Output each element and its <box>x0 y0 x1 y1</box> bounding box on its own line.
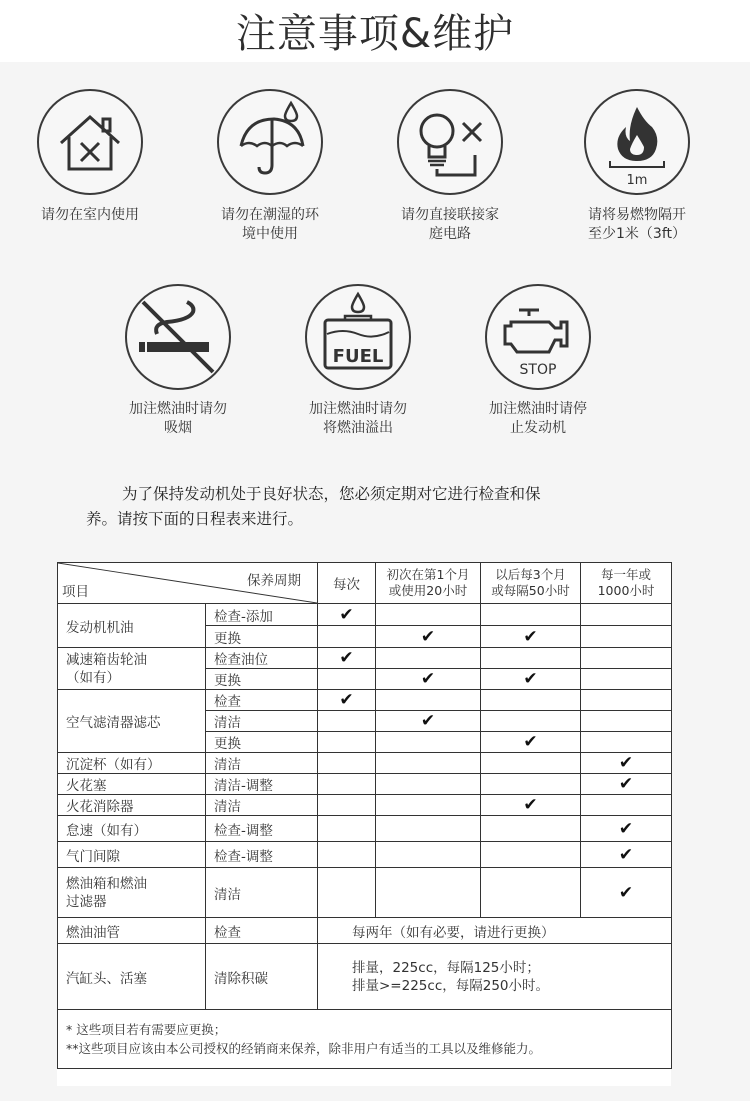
item-valve-clearance: 气门间隙 <box>58 842 206 868</box>
footnotes <box>58 1010 672 1069</box>
check-mark: ✔ <box>376 669 481 690</box>
table-header-row <box>58 563 672 604</box>
table-row <box>58 648 672 669</box>
engine-stop-icon <box>485 284 591 390</box>
check-mark: ✔ <box>581 842 672 868</box>
item-sediment-cup: 沉淀杯（如有） <box>58 753 206 774</box>
action-check-adjust: 检查-调整 <box>206 842 318 868</box>
table-row <box>58 868 672 918</box>
caption-electric: 请勿直接联接家 庭电路 <box>401 207 499 242</box>
col-each-time: 每次 <box>318 563 376 604</box>
table-row <box>58 918 672 944</box>
no-smoking-icon <box>125 284 231 390</box>
action-replace: 更换 <box>206 669 318 690</box>
footnote-1: * 这些项目若有需要应更换； <box>66 1022 227 1037</box>
fuel-line-note: 每两年（如有必要，请进行更换） <box>318 918 672 944</box>
intro-line-1: 为了保持发动机处于良好状态，您必须定期对它进行检查和保 <box>122 485 541 503</box>
item-fuel-line: 燃油油管 <box>58 918 206 944</box>
lightbulb-x-icon <box>397 89 503 195</box>
table-row <box>58 816 672 842</box>
page-title: 注意事项&维护 <box>235 11 515 57</box>
umbrella-rain-icon <box>217 89 323 195</box>
action-decarbon: 清除积碳 <box>206 944 318 1010</box>
maintenance-table <box>57 562 672 1069</box>
action-clean: 清洁 <box>206 868 318 918</box>
action-check-adjust: 检查-调整 <box>206 816 318 842</box>
check-mark: ✔ <box>481 626 581 648</box>
action-clean: 清洁 <box>206 795 318 816</box>
action-check: 检查 <box>206 918 318 944</box>
header-diagonal-cell <box>58 563 318 604</box>
col-first-month: 初次在第1个月 或使用20小时 <box>376 563 481 604</box>
item-spark-plug: 火花塞 <box>58 774 206 795</box>
table-row <box>58 753 672 774</box>
table-row <box>58 774 672 795</box>
action-check: 检查 <box>206 690 318 711</box>
action-check-add: 检查-添加 <box>206 604 318 626</box>
caption-humid: 请勿在潮湿的环 境中使用 <box>221 207 319 242</box>
header-item-label: 项目 <box>62 584 89 600</box>
item-spark-arrester: 火花消除器 <box>58 795 206 816</box>
table-row <box>58 944 672 1010</box>
table-footnote-row <box>58 1010 672 1069</box>
svg-text:1m: 1m <box>626 173 648 188</box>
action-clean: 清洁 <box>206 711 318 732</box>
check-mark: ✔ <box>376 626 481 648</box>
intro-paragraph <box>86 482 666 532</box>
caption-flammable: 请将易燃物隔开 至少1米（3ft） <box>588 207 686 242</box>
check-mark: ✔ <box>318 648 376 669</box>
action-clean-adjust: 清洁-调整 <box>206 774 318 795</box>
table-row <box>58 690 672 711</box>
caption-stop-engine: 加注燃油时请停 止发动机 <box>489 401 587 436</box>
maintenance-schedule <box>57 562 671 1086</box>
check-mark: ✔ <box>581 774 672 795</box>
caption-fuel-spill: 加注燃油时请勿 将燃油溢出 <box>309 401 407 436</box>
item-air-filter: 空气滤清器滤芯 <box>58 690 206 753</box>
header-cycle-label: 保养周期 <box>247 573 301 589</box>
check-mark: ✔ <box>581 868 672 918</box>
intro-line-2: 养。请按下面的日程表来进行。 <box>86 510 304 528</box>
check-mark: ✔ <box>581 816 672 842</box>
item-idle-speed: 怠速（如有） <box>58 816 206 842</box>
check-mark: ✔ <box>318 604 376 626</box>
fuel-tank-icon <box>305 284 411 390</box>
displacement-note: 排量，225cc，每隔125小时； 排量>=225cc，每隔250小时。 <box>318 944 672 1010</box>
check-mark: ✔ <box>376 711 481 732</box>
action-replace: 更换 <box>206 732 318 753</box>
caption-no-smoking: 加注燃油时请勿 吸烟 <box>129 401 227 436</box>
item-gear-oil: 减速箱齿轮油 （如有） <box>58 648 206 690</box>
col-every-3-months: 以后每3个月 或每隔50小时 <box>481 563 581 604</box>
check-mark: ✔ <box>318 690 376 711</box>
check-mark: ✔ <box>481 795 581 816</box>
col-yearly: 每一年或 1000小时 <box>581 563 672 604</box>
table-row <box>58 604 672 626</box>
item-fuel-tank-filter: 燃油箱和燃油 过滤器 <box>58 868 206 918</box>
check-mark: ✔ <box>481 732 581 753</box>
check-mark: ✔ <box>481 669 581 690</box>
action-check-level: 检查油位 <box>206 648 318 669</box>
table-row <box>58 795 672 816</box>
flame-1m-icon <box>584 89 690 195</box>
item-cylinder-head: 汽缸头、活塞 <box>58 944 206 1010</box>
action-replace: 更换 <box>206 626 318 648</box>
action-clean: 清洁 <box>206 753 318 774</box>
table-row <box>58 842 672 868</box>
house-x-icon <box>37 89 143 195</box>
caption-indoor: 请勿在室内使用 <box>41 207 139 223</box>
svg-text:FUEL: FUEL <box>332 346 384 367</box>
footnote-2: **这些项目应该由本公司授权的经销商来保养，除非用户有适当的工具以及维修能力。 <box>66 1041 542 1056</box>
check-mark: ✔ <box>581 753 672 774</box>
item-engine-oil: 发动机机油 <box>58 604 206 648</box>
svg-text:STOP: STOP <box>519 362 557 378</box>
